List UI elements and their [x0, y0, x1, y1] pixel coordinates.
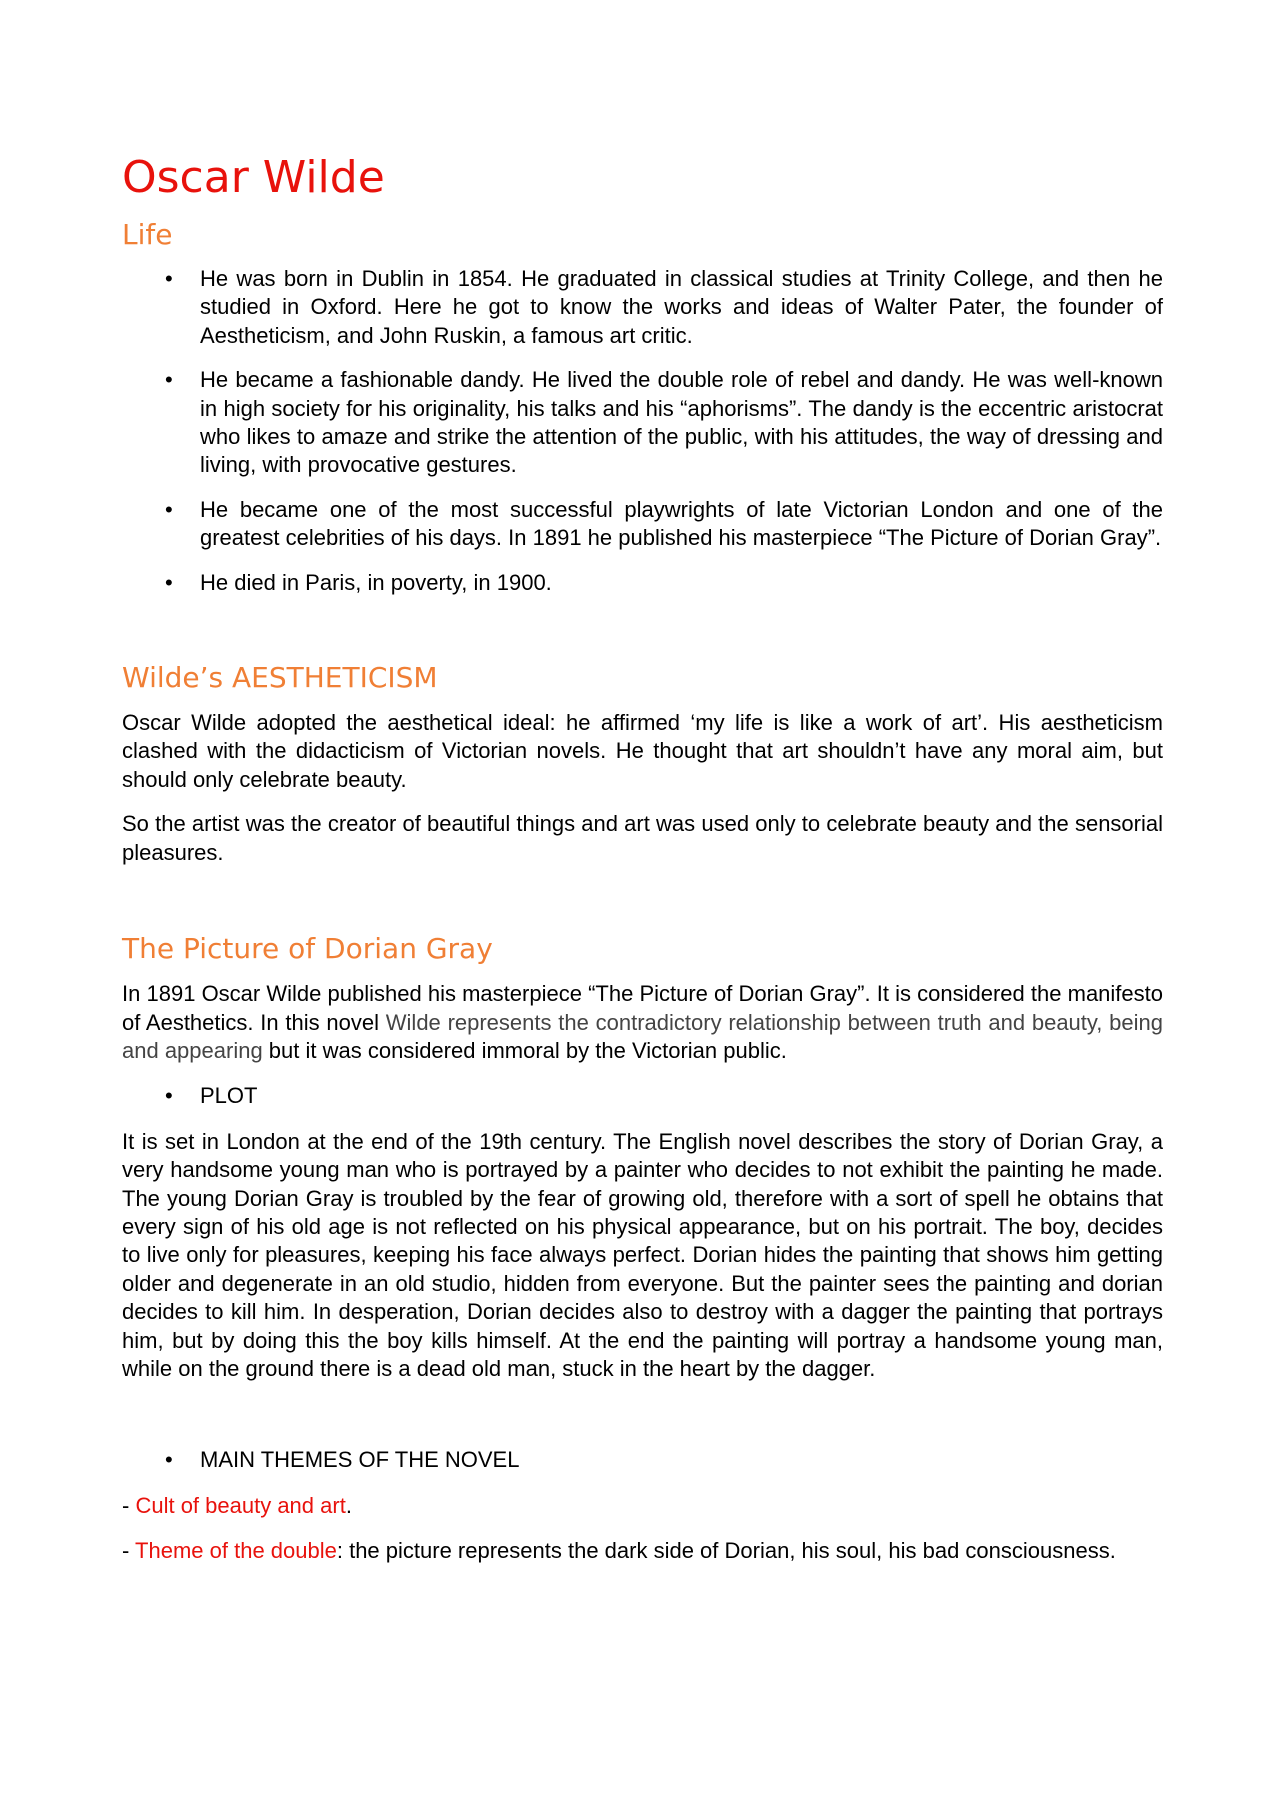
paragraph-intro	[122, 980, 1163, 1065]
paragraph: So the artist was the creator of beautiful things and art was used only to celebrate beauty and the sensorial pleasures.	[122, 811, 1163, 865]
theme-item	[122, 1492, 1163, 1520]
bullet-icon: •	[165, 1447, 173, 1473]
theme-dash: -	[122, 1538, 136, 1564]
list-item-text: He was born in Dublin in 1854. He graduated in classical studies at Trinity College, and then he studied in Oxford. Here he got to know the works and ideas of Walter Pater, the founder of Aestheticism, and John Ruskin, a famous art critic.	[200, 266, 1163, 348]
heading-aestheticism: Wilde’s AESTHETICISM	[122, 661, 438, 695]
bullet-icon: •	[165, 266, 173, 291]
plot-paragraph: It is set in London at the end of the 19th century. The English novel describes the story of Dorian Gray, a very handsome young man who is portrayed by a painter who decides to not exhibit the painting he made. The young Dorian Gray is troubled by the fear of growing old, therefore with a sort of spell he obtains that every sign of his old age is not reflected on his physical appearance, but on his portrait. The boy, decides to live only for pleasures, keeping his face always perfect. Dorian hides the painting that shows him getting older and degenerate in an old studio, hidden from everyone. But the painter sees the painting and dorian decides to kill him. In desperation, Dorian decides also to destroy with a dagger the painting that portrays him, but by doing this the boy kills himself. At the end the painting will portray a handsome young man, while on the ground there is a dead old man, stuck in the heart by the dagger.	[122, 1128, 1163, 1381]
list-item	[122, 1446, 1163, 1474]
intro-highlight: Wilde represents the contradictory relationship between truth and beauty, being and appearing	[122, 1009, 1163, 1063]
list-item	[122, 366, 1163, 480]
plot-list	[122, 1082, 1163, 1110]
intro-text-end: but it was considered immoral by the Victorian public.	[262, 1037, 787, 1063]
list-item	[122, 1082, 1163, 1110]
bullet-icon: •	[165, 367, 173, 393]
theme-item	[122, 1537, 1163, 1565]
bullet-icon: •	[165, 569, 173, 595]
document-title: Oscar Wilde	[122, 152, 385, 203]
list-item	[122, 265, 1163, 350]
list-item	[122, 569, 1163, 597]
bullet-icon: •	[165, 1083, 173, 1109]
plot-label: PLOT	[200, 1083, 258, 1109]
paragraph: Oscar Wilde adopted the aesthetical ideal: he affirmed ‘my life is like a work of art’. His aestheticism clashed with the didacticism of Victorian novels. He thought that art shouldn’t have any moral aim, but should only celebrate beauty.	[122, 710, 1163, 792]
heading-life: Life	[122, 218, 173, 251]
list-item-text: He became one of the most successful playwrights of late Victorian London and one of the greatest celebrities of his days. In 1891 he published his masterpiece “The Picture of Dorian Gray”.	[200, 496, 1163, 551]
theme-highlight: Theme of the double	[135, 1538, 337, 1564]
themes-list	[122, 1446, 1163, 1474]
bullet-icon: •	[165, 496, 173, 522]
list-item-text: He died in Paris, in poverty, in 1900.	[200, 569, 552, 595]
theme-rest: : the picture represents the dark side of Dorian, his soul, his bad consciousness.	[336, 1538, 1116, 1564]
life-list	[122, 265, 1163, 597]
themes-label: MAIN THEMES OF THE NOVEL	[200, 1447, 520, 1473]
heading-dorian-gray: The Picture of Dorian Gray	[122, 932, 493, 966]
list-item	[122, 496, 1163, 553]
theme-rest: .	[345, 1492, 352, 1518]
theme-highlight: Cult of beauty and art	[135, 1492, 346, 1518]
theme-dash: -	[122, 1492, 136, 1518]
intro-text: In 1891 Oscar Wilde published his masterpiece “The Picture of Dorian Gray”. It is considered the manifesto of Aesthetics. In this novel	[122, 981, 1163, 1035]
list-item-text: He became a fashionable dandy. He lived the double role of rebel and dandy. He was well-known in high society for his originality, his talks and his “aphorisms”. The dandy is the eccentric aristocrat who likes to amaze and strike the attention of the public, with his attitudes, the way of dressing and living, with provocative gestures.	[200, 367, 1163, 478]
